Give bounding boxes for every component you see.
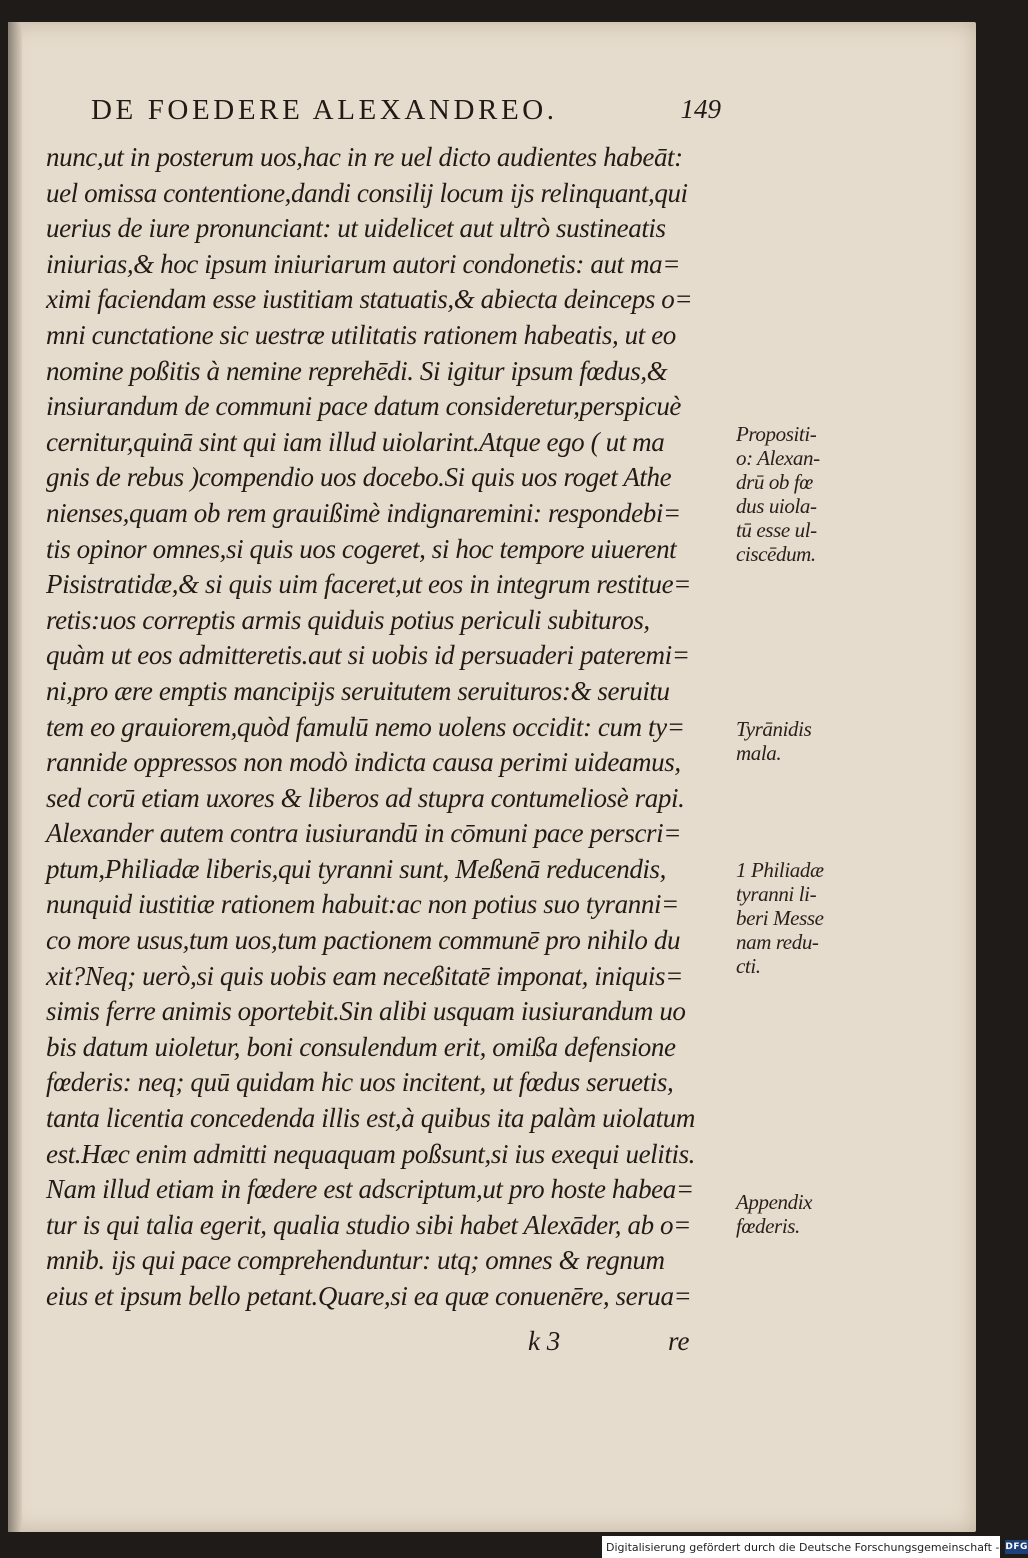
margin-note-line: Appendix bbox=[736, 1190, 813, 1214]
text-line: rannide oppressos non modò indicta causa perimi uideamus, bbox=[46, 747, 681, 778]
margin-note bbox=[736, 1190, 866, 1238]
book-page bbox=[8, 22, 976, 1532]
text-line: nunc,ut in posterum uos,hac in re uel dicto audientes habeāt: bbox=[46, 142, 683, 172]
text-line: est.Hæc enim admitti nequaquam poßsunt,si ius exequi uelitis. bbox=[46, 1138, 696, 1169]
text-line: gnis de rebus )compendio uos docebo.Si quis uos roget Athe bbox=[46, 462, 672, 493]
digitization-footer bbox=[602, 1536, 1028, 1558]
margin-note-line: mala. bbox=[736, 741, 782, 765]
margin-note-line: Tyrānidis bbox=[736, 717, 812, 741]
text-line: nunquid iustitiæ rationem habuit:ac non potius suo tyranni= bbox=[46, 889, 679, 920]
text-line: ximi faciendam esse iustitiam statuatis,& abiecta deinceps o= bbox=[46, 284, 693, 315]
signature-mark: k 3 bbox=[528, 1326, 561, 1356]
text-line: quàm ut eos admitteretis.aut si uobis id persuaderi pateremi= bbox=[46, 640, 690, 671]
footer-credit: Digitalisierung gefördert durch die Deutsche Forschungsgemeinschaft - bbox=[606, 1540, 1000, 1554]
text-line: tem eo grauiorem,quòd famulū nemo uolens occidit: cum ty= bbox=[46, 711, 685, 742]
page-number: 149 bbox=[680, 94, 721, 124]
text-line: tis opinor omnes,si quis uos cogeret, si hoc tempore uiuerent bbox=[46, 533, 677, 564]
margin-note-line: tū esse ul- bbox=[736, 518, 817, 542]
text-line: bis datum uioletur, boni consulendum erit, omißa defensione bbox=[46, 1031, 676, 1062]
text-line: sed corū etiam uxores & liberos ad stupra contumeliosè rapi. bbox=[46, 782, 685, 813]
margin-note-line: dus uiola- bbox=[736, 494, 817, 518]
margin-note-line: beri Messe bbox=[736, 906, 824, 930]
margin-note-line: 1 Philiadæ bbox=[736, 858, 824, 882]
text-line: mni cunctatione sic uestræ utilitatis rationem habeatis, ut eo bbox=[46, 319, 676, 350]
text-line: retis:uos correptis armis quiduis potius periculi subituros, bbox=[46, 604, 650, 635]
text-line: tur is qui talia egerit, qualia studio sibi habet Alexāder, ab o= bbox=[46, 1209, 691, 1240]
text-line: iniurias,& hoc ipsum iniuriarum autori condonetis: aut ma= bbox=[46, 248, 681, 279]
page-header bbox=[91, 94, 721, 134]
text-line: mnib. ijs qui pace comprehenduntur: utq; omnes & regnum bbox=[46, 1245, 665, 1276]
margin-note-line: ciscēdum. bbox=[736, 542, 816, 566]
margin-note-line: drū ob fœ bbox=[736, 470, 813, 494]
body-text bbox=[46, 140, 824, 1315]
text-line: ni,pro ære emptis mancipijs seruitutem seruituros:& seruitu bbox=[46, 675, 670, 706]
page-spine-shadow bbox=[8, 22, 22, 1532]
margin-note-line: tyranni li- bbox=[736, 882, 817, 906]
text-line: fœderis: neq; quū quidam hic uos incitent, ut fœdus seruetis, bbox=[46, 1067, 674, 1098]
margin-note-line: o: Alexan- bbox=[736, 446, 820, 470]
running-title: DE FOEDERE ALEXANDREO. bbox=[91, 94, 558, 126]
margin-note bbox=[736, 422, 866, 566]
text-line: uel omissa contentione,dandi consilij locum ijs relinquant,qui bbox=[46, 177, 688, 208]
text-line: eius et ipsum bello petant.Quare,si ea quæ conuenēre, serua= bbox=[46, 1281, 692, 1311]
text-line: tanta licentia concedenda illis est,à quibus ita palàm uiolatum bbox=[46, 1103, 695, 1134]
margin-note bbox=[736, 717, 866, 765]
text-line: cernitur,quinā sint qui iam illud uiolarint.Atque ego ( ut ma bbox=[46, 426, 665, 457]
margin-note bbox=[736, 858, 866, 978]
dfg-logo: DFG bbox=[1005, 1542, 1028, 1552]
margin-note-line: Propositi- bbox=[736, 422, 817, 446]
text-line: simis ferre animis oportebit.Sin alibi usquam iusiurandum uo bbox=[46, 996, 686, 1027]
text-line: xit?Neq; uerò,si quis uobis eam neceßitatē imponat, iniquis= bbox=[46, 960, 683, 991]
text-line: ptum,Philiadæ liberis,qui tyranni sunt, Meßenā reducendis, bbox=[46, 853, 666, 884]
text-line: Nam illud etiam in fœdere est adscriptum,ut pro hoste habea= bbox=[46, 1174, 694, 1205]
text-line: uerius de iure pronunciant: ut uidelicet aut ultrò sustineatis bbox=[46, 213, 666, 244]
text-line: Alexander autem contra iusiurandū in cōmuni pace perscri= bbox=[46, 818, 682, 849]
text-line: Pisistratidæ,& si quis uim faceret,ut eos in integrum restitue= bbox=[46, 569, 692, 600]
margin-note-line: cti. bbox=[736, 954, 761, 978]
text-line: co more usus,tum uos,tum pactionem communē pro nihilo du bbox=[46, 925, 681, 956]
margin-note-line: nam redu- bbox=[736, 930, 819, 954]
text-line: nienses,quam ob rem grauißimè indignaremini: respondebi= bbox=[46, 497, 681, 528]
margin-note-line: fœderis. bbox=[736, 1214, 800, 1238]
catchword: re bbox=[668, 1326, 690, 1356]
text-line: nomine poßitis à nemine reprehēdi. Si igitur ipsum fœdus,& bbox=[46, 355, 668, 386]
text-line: insiurandum de communi pace datum consideretur,perspicuè bbox=[46, 391, 682, 422]
